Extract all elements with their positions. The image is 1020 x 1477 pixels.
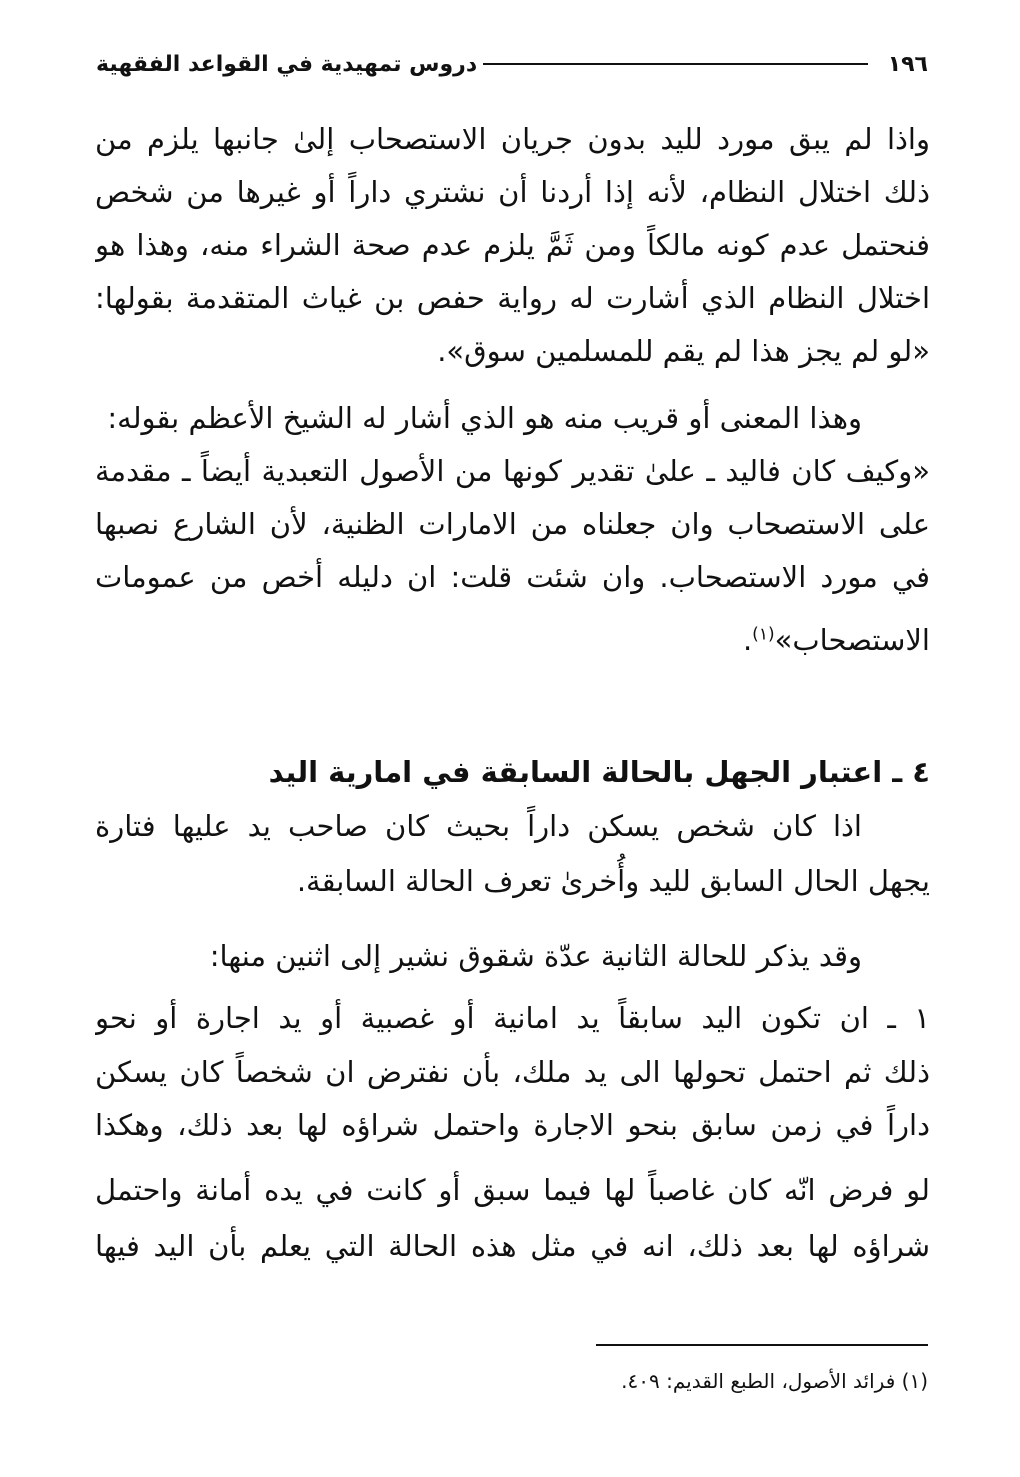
section-heading: ٤ ـ اعتبار الجهل بالحالة السابقة في امارية اليد	[268, 755, 930, 789]
footnote-separator	[596, 1344, 928, 1346]
text-line: يجهل الحال السابق لليد وأُخرىٰ تعرف الحالة السابقة.	[296, 864, 930, 898]
text-line: واذا لم يبق مورد لليد بدون جريان الاستصحاب إلىٰ جانبها يلزم من	[95, 122, 930, 156]
text-line: فنحتمل عدم كونه مالكاً ومن ثَمَّ يلزم عدم صحة الشراء منه، وهذا هو	[95, 228, 930, 262]
text-line: وقد يذكر للحالة الثانية عدّة شقوق نشير إلى اثنين منها:	[209, 939, 862, 973]
text-line: ذلك اختلال النظام، لأنه إذا أردنا أن نشتري داراً أو غيرها من شخص	[95, 175, 930, 209]
text-line: وهذا المعنى أو قريب منه هو الذي أشار له الشيخ الأعظم بقوله:	[107, 401, 862, 435]
text-line: ذلك ثم احتمل تحولها الى يد ملك، بأن نفترض ان شخصاً كان يسكن	[95, 1055, 930, 1089]
running-title: دروس تمهيدية في القواعد الفقهية	[96, 51, 478, 77]
text-line: «وكيف كان فاليد ـ علىٰ تقدير كونها من الأصول التعبدية أيضاً ـ مقدمة	[95, 454, 930, 488]
footnote: (١) فرائد الأصول، الطبع القديم: ٤٠٩.	[621, 1369, 928, 1393]
header-rule	[483, 63, 868, 65]
text-line: شراؤه لها بعد ذلك، انه في مثل هذه الحالة التي يعلم بأن اليد فيها	[95, 1229, 930, 1263]
text-line: اختلال النظام الذي أشارت له رواية حفص بن غياث المتقدمة بقولها:	[95, 281, 930, 315]
text-line: اذا كان شخص يسكن داراً بحيث كان صاحب يد عليها فتارة	[95, 809, 862, 843]
text-line: داراً في زمن سابق بنحو الاجارة واحتمل شراؤه لها بعد ذلك، وهكذا	[95, 1108, 930, 1142]
text-line	[95, 610, 930, 670]
text-line: لو فرض انّه كان غاصباً لها فيما سبق أو كانت في يده أمانة واحتمل	[95, 1173, 930, 1207]
text-line: على الاستصحاب وان جعلناه من الامارات الظنية، لأن الشارع نصبها	[95, 507, 930, 541]
footnote-marker: (١)	[752, 624, 775, 645]
page-number: ١٩٦	[887, 51, 928, 77]
running-header	[96, 44, 928, 84]
line-text: الاستصحاب»	[774, 623, 930, 657]
text-line: «لو لم يجز هذا لم يقم للمسلمين سوق».	[437, 334, 930, 368]
text-line: ١ ـ ان تكون اليد سابقاً يد امانية أو غصبية أو يد اجارة أو نحو	[95, 1001, 930, 1035]
line-end-period: .	[742, 623, 753, 657]
text-line: في مورد الاستصحاب. وان شئت قلت: ان دليله أخص من عمومات	[95, 560, 930, 594]
